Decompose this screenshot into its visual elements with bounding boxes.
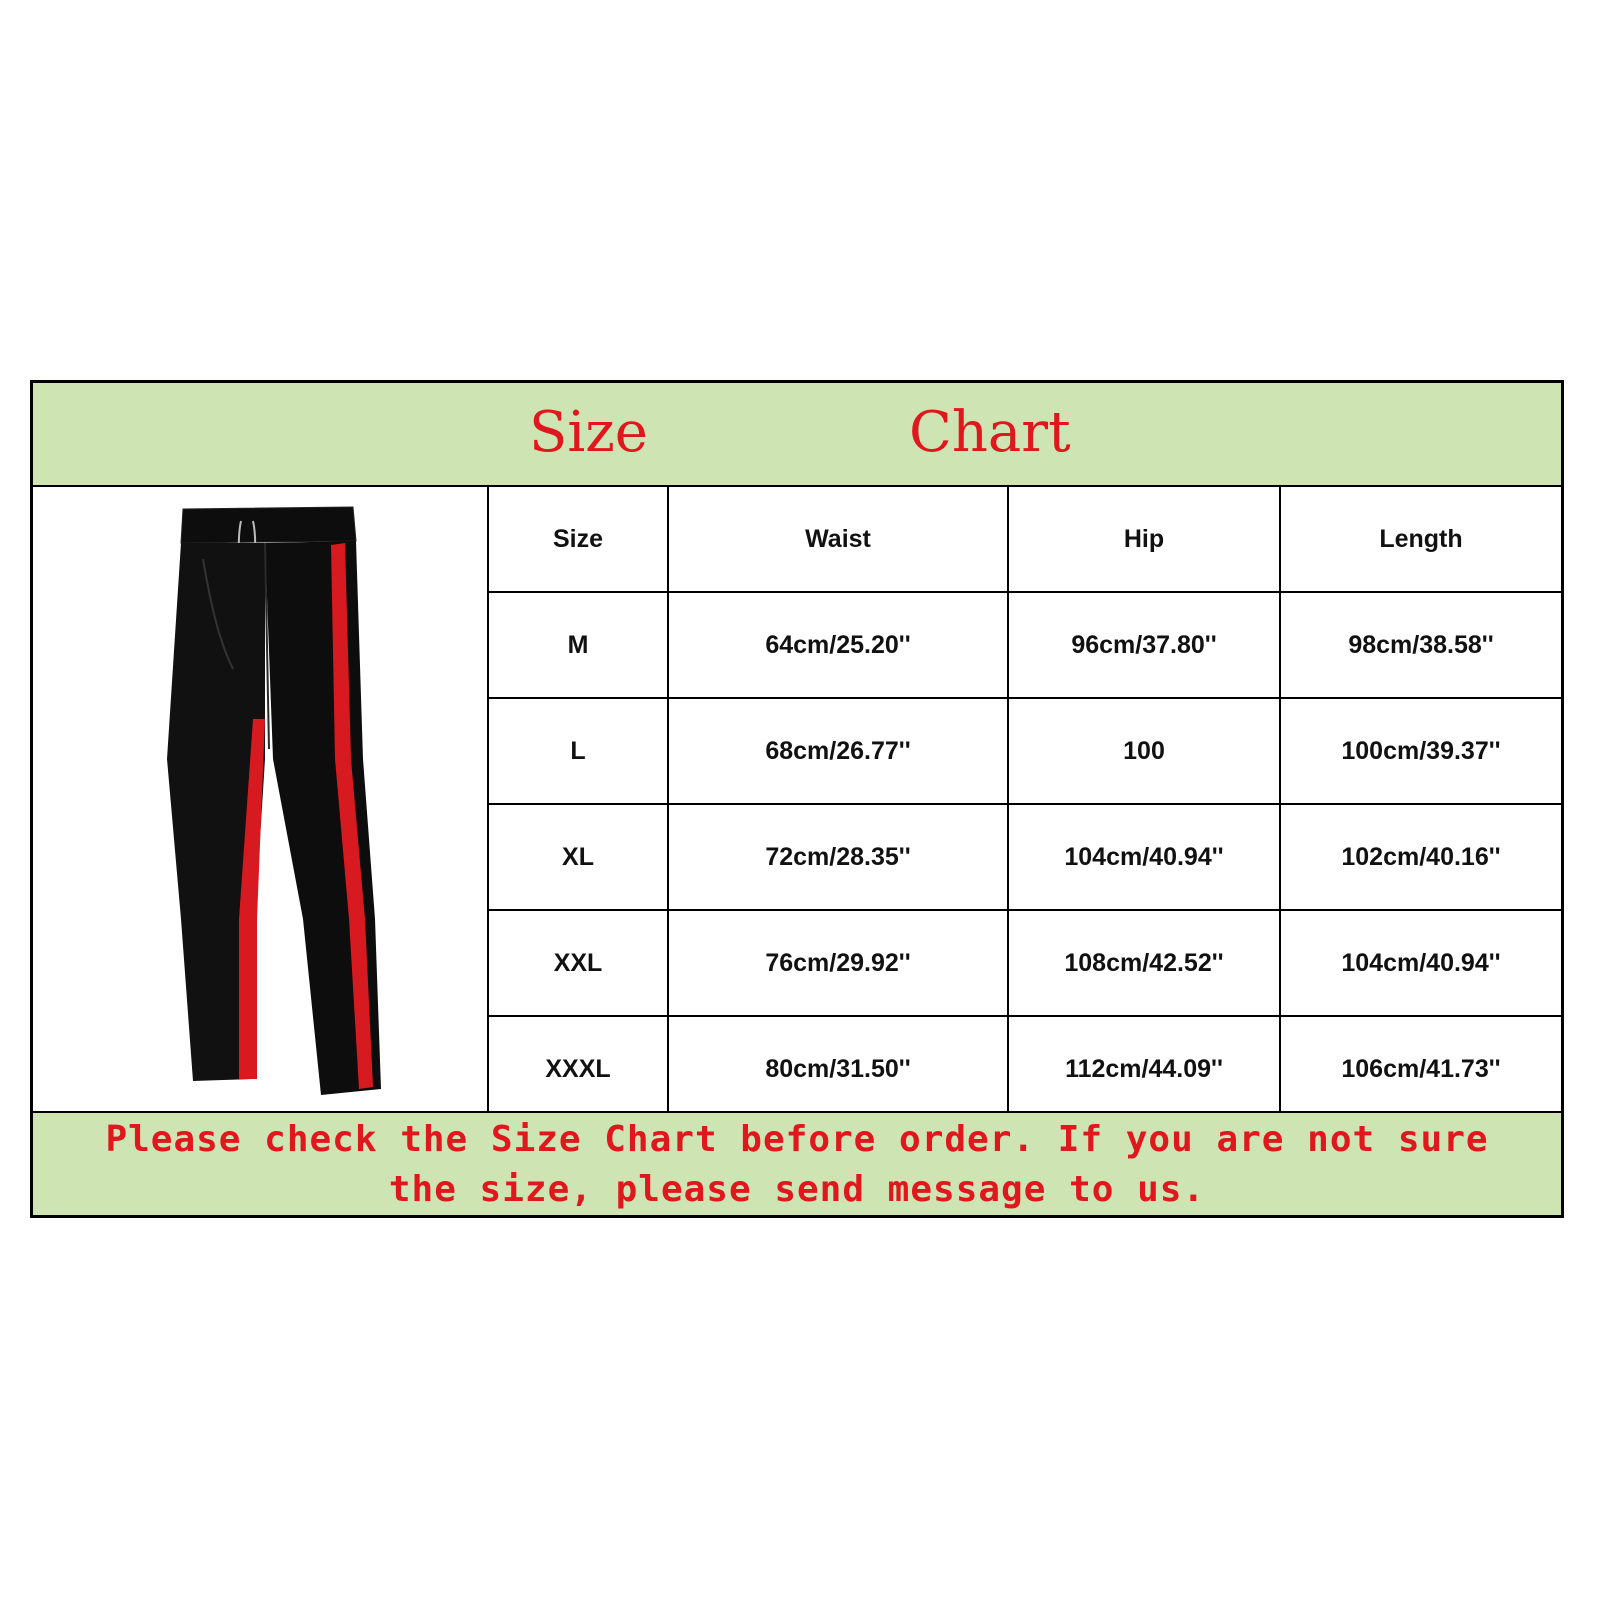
product-image-cell [33,487,489,1111]
table-row [489,1016,1561,1121]
title-word-size: Size [529,400,648,465]
header-waist: Waist [668,487,1008,592]
cell-size: XL [489,804,668,910]
table-header-row [489,487,1561,592]
cell-size: XXL [489,910,668,1016]
cell-hip: 112cm/44.09'' [1008,1016,1280,1121]
table-row [489,592,1561,698]
title-word-chart: Chart [909,400,1071,465]
cell-length: 102cm/40.16'' [1280,804,1561,910]
cell-waist: 76cm/29.92'' [668,910,1008,1016]
cell-size: L [489,698,668,804]
cell-hip: 104cm/40.94'' [1008,804,1280,910]
cell-hip: 96cm/37.80'' [1008,592,1280,698]
header-hip: Hip [1008,487,1280,592]
table-row [489,804,1561,910]
table-row [489,910,1561,1016]
cell-length: 100cm/39.37'' [1280,698,1561,804]
cell-length: 98cm/38.58'' [1280,592,1561,698]
cell-size: XXXL [489,1016,668,1121]
table-row [489,698,1561,804]
size-chart-frame [30,380,1564,1218]
header-length: Length [1280,487,1561,592]
cell-waist: 64cm/25.20'' [668,592,1008,698]
cell-hip: 100 [1008,698,1280,804]
track-pants-icon [153,499,393,1099]
note-text: Please check the Size Chart before order. If you are not sure the size, please send message to us. [33,1111,1561,1215]
cell-waist: 68cm/26.77'' [668,698,1008,804]
title-bar [33,383,1561,487]
cell-length: 106cm/41.73'' [1280,1016,1561,1121]
cell-size: M [489,592,668,698]
cell-waist: 80cm/31.50'' [668,1016,1008,1121]
header-size: Size [489,487,668,592]
cell-waist: 72cm/28.35'' [668,804,1008,910]
cell-hip: 108cm/42.52'' [1008,910,1280,1016]
cell-length: 104cm/40.94'' [1280,910,1561,1016]
size-table [489,487,1561,1121]
